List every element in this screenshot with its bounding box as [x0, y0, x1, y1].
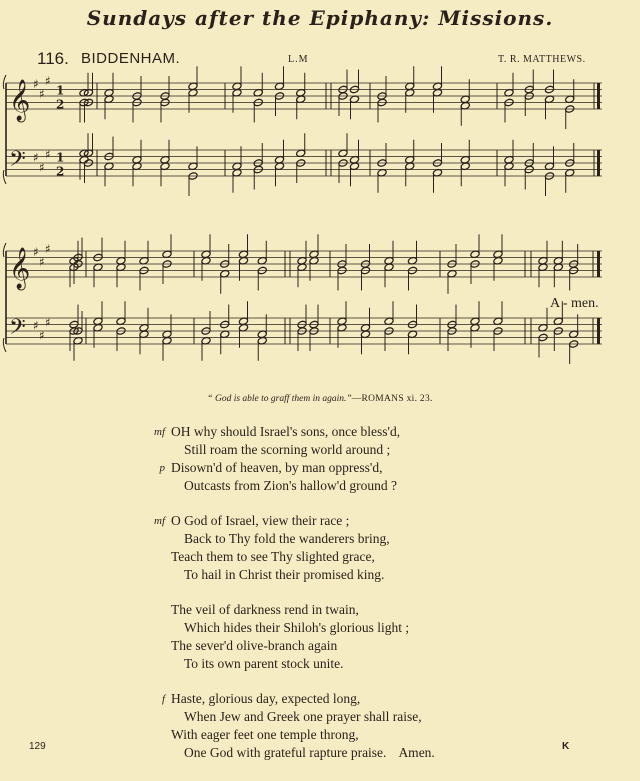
- verse-text: The veil of darkness rend in twain,: [171, 602, 359, 617]
- verse-text: The sever'd olive-branch again: [171, 638, 338, 653]
- verse-line: [0, 601, 640, 619]
- verse-line: [0, 441, 640, 459]
- meter-label: L.M: [288, 54, 309, 65]
- verse-line-content: [184, 744, 435, 762]
- treble-clef-icon: 𝄞: [9, 248, 31, 289]
- verse-line-content: [171, 690, 360, 708]
- hymn-verses: [0, 423, 640, 762]
- stanza: [0, 423, 640, 495]
- stanza: [0, 601, 640, 673]
- verse-text: Back to Thy fold the wanderers bring,: [184, 531, 390, 546]
- time-signature: 1: [56, 150, 65, 165]
- epigraph-quote: “ God is able to graff them in again.”: [207, 394, 352, 404]
- stanza: [0, 512, 640, 584]
- verse-line-content: [184, 619, 409, 637]
- verse-line: [0, 744, 640, 762]
- signature-mark: K: [562, 741, 570, 752]
- verse-text: OH why should Israel's sons, once bless'd,: [171, 424, 401, 439]
- verse-text: With eager feet one temple throng,: [171, 727, 359, 742]
- verse-line: [0, 690, 640, 708]
- verse-line-content: [184, 655, 344, 673]
- sharp-icon: ♯: [45, 147, 51, 162]
- tune-name: BIDDENHAM.: [81, 50, 181, 67]
- verse-line: [0, 726, 640, 744]
- sharp-icon: ♯: [39, 328, 45, 343]
- verse-text: Outcasts from Zion's hallow'd ground ?: [184, 478, 397, 493]
- final-barline: [597, 150, 600, 176]
- verse-line-content: [184, 566, 384, 584]
- verse-line: [0, 548, 640, 566]
- verse-line: [0, 708, 640, 726]
- sharp-icon: ♯: [39, 86, 45, 101]
- composer-credit: T. R. MATTHEWS.: [498, 54, 586, 65]
- verse-text: One God with grateful rapture praise.: [184, 745, 387, 760]
- verse-line: [0, 512, 640, 530]
- treble-clef-icon: 𝄞: [9, 80, 31, 121]
- verse-text: Still roam the scorning world around ;: [184, 442, 391, 457]
- epigraph-reference: —ROMANS xi. 23.: [351, 394, 433, 404]
- verse-line: [0, 477, 640, 495]
- verse-line-content: [171, 601, 359, 619]
- running-head: Sundays after the Epiphany: Missions.: [86, 6, 554, 30]
- sharp-icon: ♯: [33, 150, 39, 165]
- final-barline: [597, 83, 600, 109]
- staff-systems: [3, 66, 602, 364]
- sharp-icon: ♯: [39, 160, 45, 175]
- verse-line-content: [171, 459, 382, 477]
- verse-line-content: [184, 708, 422, 726]
- verse-line: [0, 530, 640, 548]
- verse-text: Teach them to see Thy slighted grace,: [171, 549, 375, 564]
- sharp-icon: ♯: [45, 241, 51, 256]
- verse-text: To hail in Christ their promised king.: [184, 567, 385, 582]
- verse-line-content: [184, 477, 397, 495]
- stanza: [0, 690, 640, 762]
- verse-line-content: [184, 530, 390, 548]
- time-signature: 2: [56, 97, 65, 112]
- verse-line: [0, 459, 640, 477]
- bass-clef-icon: 𝄢: [9, 147, 26, 177]
- sharp-icon: ♯: [39, 254, 45, 269]
- bass-clef-icon: 𝄢: [9, 315, 26, 345]
- verse-line-content: [171, 423, 400, 441]
- sharp-icon: ♯: [33, 245, 39, 259]
- time-signature: 2: [56, 164, 65, 179]
- verse-line-content: [171, 726, 359, 744]
- verse-text: O God of Israel, view their race ;: [171, 513, 350, 528]
- verse-line: [0, 566, 640, 584]
- verse-line-content: [171, 548, 375, 566]
- verse-line-content: [184, 441, 390, 459]
- amen-text: Amen.: [398, 745, 435, 760]
- amen-label: A - men.: [550, 296, 599, 311]
- verse-text: Disown'd of heaven, by man oppress'd,: [171, 460, 383, 475]
- music-score: [0, 0, 640, 390]
- sharp-icon: ♯: [33, 318, 39, 333]
- scripture-epigraph: [0, 394, 640, 404]
- verse-text: Haste, glorious day, expected long,: [171, 691, 361, 706]
- verse-line-content: [171, 637, 337, 655]
- dynamic-mark: f: [161, 693, 165, 705]
- dynamic-mark: mf: [154, 515, 165, 527]
- verse-line: [0, 637, 640, 655]
- hymn-number: 116.: [37, 49, 69, 68]
- verse-line: [0, 423, 640, 441]
- verse-line: [0, 655, 640, 673]
- verse-line: [0, 619, 640, 637]
- sharp-icon: ♯: [45, 315, 51, 330]
- final-barline: [597, 251, 600, 277]
- verse-line-content: [171, 512, 349, 530]
- time-signature: 1: [56, 83, 65, 98]
- final-barline: [597, 318, 600, 344]
- sharp-icon: ♯: [33, 77, 39, 91]
- sharp-icon: ♯: [45, 73, 51, 88]
- verse-text: Which hides their Shiloh's glorious light ;: [184, 620, 410, 635]
- dynamic-mark: mf: [154, 426, 165, 438]
- verse-text: To its own parent stock unite.: [184, 656, 344, 671]
- page-number: 129: [29, 741, 46, 752]
- dynamic-mark: p: [159, 462, 165, 474]
- verse-text: When Jew and Greek one prayer shall raise,: [184, 709, 422, 724]
